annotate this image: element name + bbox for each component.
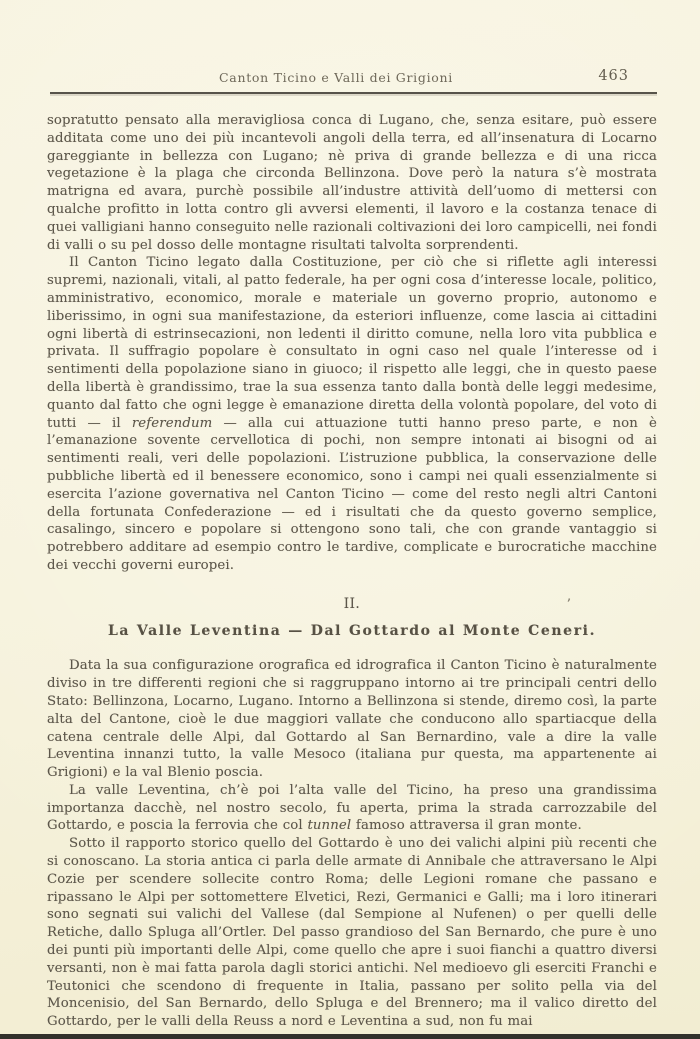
body-text-segment: — alla cui attuazione tutti hanno preso parte, e non è l’emanazione sovente cervellotica di pochi, non sempre intonati ai bisogni od ai sentimenti reali, veri delle popolazioni. L’istruzione pubblica, la conservazione delle pubbliche libertà ed il benessere economico, sono i campi nei quali essenzialmente si esercita l’azione governativa nel Canton Ticino — come del resto negli altri Cantoni della fortunata Confederazione — ed i risultati che da questo governo semplice, casalingo, sincero e popolare si ottengono sono tali, che con grande vantaggio si potrebbero additare ad esempio contro le tardive, complicate e burocratiche macchine dei vecchi governi europei. [47, 415, 657, 573]
italic-text: tunnel [307, 818, 352, 834]
scan-edge-strip [0, 1034, 700, 1039]
paragraph [47, 112, 657, 254]
body-text-segment: sopratutto pensato alla meravigliosa conca di Lugano, che, senza esitare, può essere additata come uno dei più incantevoli angoli della terra, ed all’insenatura di Locarno gareggiante in bellezza con Lugano; nè priva di grande bellezza e di una ricca vegetazione è la plaga che circonda Bellinzona. Dove però la natura s’è mostrata matrigna ed avara, purchè possibile all’industre attività dell’uomo di mettersi con qualche profitto in lotta contro gli avversi elementi, il lavoro e la costanza tenace di quei valligiani hanno conseguito nelle razionali coltivazioni dei loro campicelli, nei fondi di valli o su pel dosso delle montagne risultati talvolta sorprendenti. [47, 113, 657, 253]
body-text-segment: Sotto il rapporto storico quello del Gottardo è uno dei valichi alpini più recenti che si conoscano. La storia antica ci parla delle armate di Annibale che attraversano le Alpi Cozie per scendere sollecite contro Roma; delle Legioni romane che passano e ripassano le Alpi per sottomettere Elvetici, Rezi, Germanici e Galli; ma i loro itinerari sono segnati sui valichi del Vallese (dal Sempione al Nufenen) o per quelli delle Retiche, dallo Spluga all’Ortler. Del passo grandioso del San Bernardo, che pure è uno dei punti più importanti delle Alpi, come quello che apre i suoi fianchi a quattro diversi versanti, non è mai fatta parola dagli storici antichi. Nel medioevo gli eserciti Franchi e Teutonici che scendono di frequente in Italia, passano per solito pella via del Moncenisio, del San Bernardo, dello Spluga e del Brennero; ma il valico diretto del Gottardo, per le valli della Reuss a nord e Leventina a sud, non fu mai [47, 836, 657, 1030]
paragraph [47, 657, 657, 782]
section-title: La Valle Leventina — Dal Gottardo al Monte Ceneri. [107, 622, 597, 639]
paragraph [47, 254, 657, 574]
paragraph [47, 835, 657, 1031]
page-header [47, 70, 657, 90]
print-artifact: ’ [566, 596, 571, 612]
text-block-top [47, 112, 657, 575]
header-rule [50, 92, 657, 94]
italic-text: referendum [131, 415, 213, 431]
page-number: 463 [598, 68, 629, 84]
text-block-bottom [47, 657, 657, 1031]
body-text-segment: Il Canton Ticino legato dalla Costituzione, per ciò che si riflette agli interessi supremi, nazionali, vitali, al patto federale, ha per ogni cosa d’interesse locale, politico, amministrativo, economico, morale e materiale un governo proprio, autonomo e liberissimo, in ogni sua manifestazione, da esteriori influenze, come lascia ai cittadini ogni libertà di estrinsecazioni, non ledenti il diritto comune, nella loro vita pubblica e privata. Il suffragio popolare è consultato in ogni caso nel quale l’interesse od i sentimenti della popolazione siano in giuoco; il rispetto alle leggi, che in questo paese della libertà è grandissimo, trae la sua essenza tanto dalla bontà delle leggi medesime, quanto dal fatto che ogni legge è emanazione diretta della volontà popolare, del voto di tutti — il [47, 255, 657, 431]
body-text-segment: famoso attraversa il gran monte. [351, 818, 582, 834]
body-text-segment: Data la sua configurazione orografica ed idrografica il Canton Ticino è naturalmente diviso in tre differenti regioni che si raggruppano intorno ai tre principali centri dello Stato: Bellinzona, Locarno, Lugano. Intorno a Bellinzona si stende, diremo così, la parte alta del Cantone, cioè le due maggiori vallate che conducono allo spartiacque della catena centrale delle Alpi, dal Gottardo al San Bernardino, vale a dire la valle Leventina innanzi tutto, la valle Mesoco (italiana pur questa, ma appartenente ai Grigioni) e la val Blenio poscia. [47, 658, 657, 781]
page-body [47, 112, 657, 1031]
section-number: II. [343, 595, 361, 612]
running-title: Canton Ticino e Valli dei Grigioni [219, 70, 453, 85]
paragraph [47, 782, 657, 835]
body-text-segment: La valle Leventina, ch’è poi l’alta valle del Ticino, ha preso una grandissima importanza dacchè, nel nostro secolo, fu aperta, prima la strada carrozzabile del Gottardo, e poscia la ferrovia che col [47, 782, 657, 834]
section-heading [47, 596, 657, 641]
